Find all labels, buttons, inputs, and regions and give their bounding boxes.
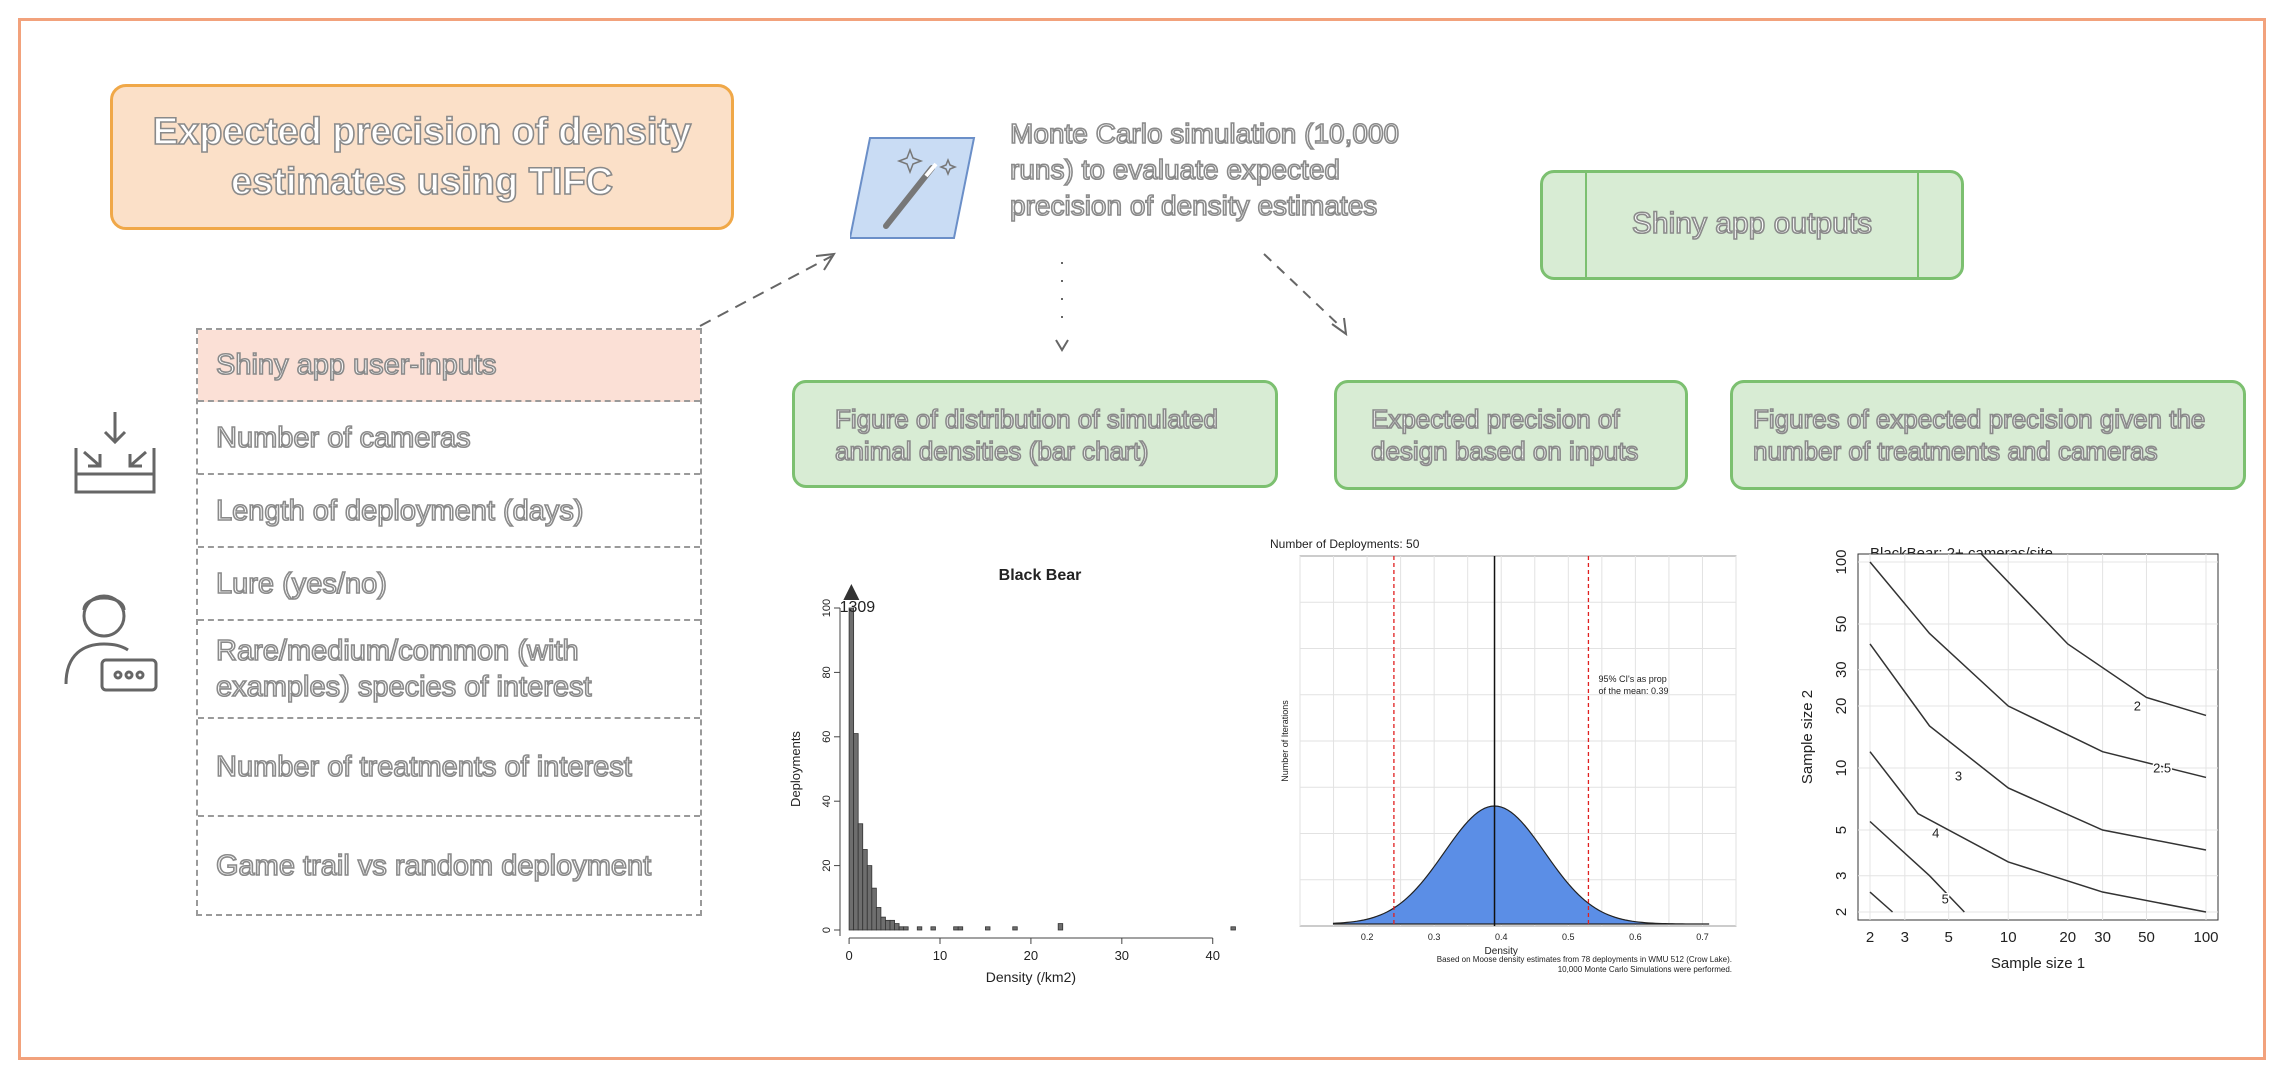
output-box-text: Figures of expected precision given the number of treatments and cameras — [1753, 404, 2206, 466]
chart-caption: 10,000 Monte Carlo Simulations were performed. — [1557, 965, 1732, 974]
x-tick-label: 0.3 — [1427, 932, 1441, 942]
input-item: Game trail vs random deployment — [216, 849, 652, 882]
x-tick-label: 2 — [1865, 929, 1875, 946]
y-tick-label: 50 — [1833, 615, 1850, 633]
contour-label: 2.5 — [2153, 760, 2172, 776]
output-box-distribution — [792, 380, 1278, 488]
input-item: Number of cameras — [198, 402, 700, 475]
input-item: Length of deployment (days) — [198, 475, 700, 548]
output-box-precision — [1334, 380, 1688, 490]
histogram-bar — [872, 888, 877, 930]
histogram-bar — [885, 920, 890, 930]
y-tick-label: 10 — [1833, 759, 1850, 777]
histogram-bar — [1231, 927, 1236, 930]
x-tick-label: 0.4 — [1494, 932, 1508, 942]
y-tick-label: 3 — [1833, 871, 1850, 880]
outputs-header-text: Shiny app outputs — [1631, 207, 1873, 240]
y-tick-label: 100 — [821, 598, 833, 618]
y-tick-label: 30 — [1833, 661, 1850, 679]
output-box-text: Expected precision of design based on inputs — [1371, 404, 1639, 466]
user-inputs-panel — [196, 328, 702, 916]
histogram-bar — [931, 927, 936, 930]
histogram-bar — [854, 734, 859, 930]
arrow-head-2 — [1056, 340, 1068, 350]
histogram-bar — [917, 927, 922, 930]
output-box-text: Figure of distribution of simulated animal densities (bar chart) — [835, 404, 1218, 466]
y-tick-label: 5 — [1833, 825, 1850, 835]
histogram-bar — [890, 920, 895, 930]
density-chart — [1270, 534, 1750, 1004]
chart-subtitle: Number of Deployments: 50 — [1270, 537, 1420, 551]
y-tick-label: 0 — [821, 926, 833, 934]
x-tick-label: 40 — [1205, 948, 1220, 963]
y-tick-label: 60 — [821, 730, 833, 743]
x-axis-label: Density (/km2) — [985, 969, 1077, 985]
y-axis-label: Number of Iterations — [1280, 700, 1290, 782]
histogram-bar — [1013, 927, 1018, 930]
y-tick-label: 80 — [821, 666, 833, 679]
arrow-inputs-to-simulation — [700, 256, 832, 326]
histogram-bar — [849, 608, 854, 930]
y-axis-label: Deployments — [788, 731, 803, 807]
histogram-bar — [858, 824, 863, 930]
x-tick-label: 5 — [1944, 929, 1953, 946]
contour-label: 4 — [1932, 825, 1940, 841]
histogram-bar — [954, 927, 959, 930]
user-input-icon — [62, 588, 162, 698]
arrow-to-precision — [1264, 254, 1342, 328]
x-tick-label: 0.5 — [1562, 932, 1575, 942]
y-tick-label: 20 — [821, 859, 833, 872]
x-tick-label: 30 — [1114, 948, 1130, 963]
x-tick-label: 20 — [2059, 929, 2077, 946]
y-tick-label: 2 — [1833, 907, 1850, 917]
histogram-bar — [958, 927, 963, 930]
ci-annotation: 95% CI's as prop — [1598, 674, 1667, 684]
y-tick-label: 40 — [821, 795, 833, 808]
inputs-header: Shiny app user-inputs — [198, 330, 700, 402]
contour-label: 3 — [1954, 768, 1963, 784]
plot-area — [1858, 554, 2218, 920]
histogram-bar — [867, 866, 872, 930]
overflow-arrow-icon — [843, 584, 859, 600]
chart-title: Black Bear — [998, 567, 1082, 584]
contour-chart — [1786, 540, 2226, 1000]
contour-label: 5 — [1941, 891, 1949, 907]
x-axis-label: Density — [1484, 946, 1518, 957]
input-download-icon — [70, 408, 160, 498]
histogram-bar — [881, 917, 886, 930]
x-tick-label: 10 — [932, 948, 948, 963]
y-tick-label: 20 — [1833, 697, 1850, 715]
x-axis-label: Sample size 1 — [1990, 955, 2086, 972]
histogram-bar — [899, 927, 904, 930]
x-tick-label: 3 — [1900, 929, 1909, 946]
x-tick-label: 10 — [1999, 929, 2017, 946]
x-tick-label: 30 — [2094, 929, 2111, 946]
x-tick-label: 20 — [1023, 948, 1039, 963]
histogram-bar — [1058, 924, 1063, 930]
ci-annotation: of the mean: 0.39 — [1598, 686, 1669, 696]
contour-label: 2 — [2133, 698, 2142, 714]
input-item: Rare/medium/common (with examples) species of interest — [198, 621, 700, 719]
x-tick-label: 0.2 — [1360, 932, 1374, 942]
output-box-figures — [1730, 380, 2246, 490]
input-item: Lure (yes/no) — [198, 548, 700, 621]
overflow-label: 1309 — [839, 599, 876, 616]
title-text: Expected precision of density estimates using TIFC — [152, 111, 692, 203]
x-tick-label: 0.6 — [1629, 932, 1642, 942]
y-tick-label: 100 — [1833, 549, 1850, 575]
x-tick-label: 0.7 — [1696, 932, 1709, 942]
x-tick-label: 50 — [2138, 929, 2155, 946]
x-tick-label: 100 — [2193, 929, 2219, 946]
histogram-bar — [863, 850, 868, 931]
histogram-chart — [784, 548, 1254, 1010]
x-tick-label: 0 — [845, 948, 853, 963]
simulation-text: Monte Carlo simulation (10,000 runs) to evaluate expected precision of density estimates — [1010, 118, 1400, 221]
input-item: Number of treatments of interest — [198, 719, 700, 817]
histogram-bar — [985, 927, 990, 930]
histogram-bar — [895, 924, 900, 930]
histogram-bar — [876, 907, 881, 930]
y-axis-label: Sample size 2 — [1799, 689, 1816, 785]
histogram-bar — [904, 927, 909, 930]
chart-caption: Based on Moose density estimates from 78 deployments in WMU 512 (Crow Lake). — [1436, 955, 1732, 964]
